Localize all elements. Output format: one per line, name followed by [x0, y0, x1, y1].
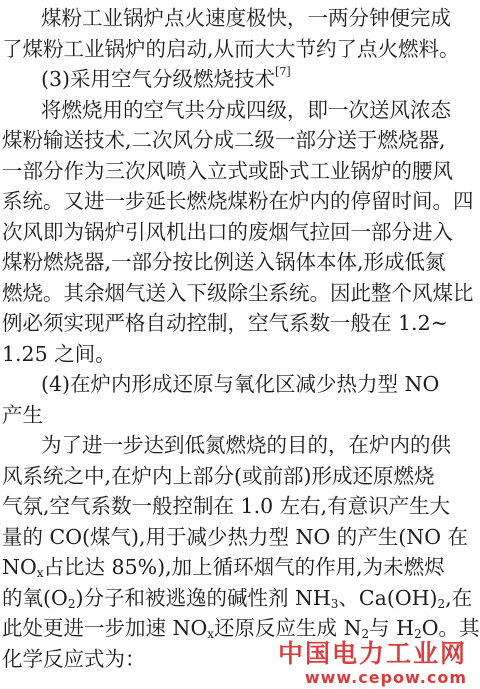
watermark-url: www.cepow.com — [304, 668, 467, 687]
text-line: 风系统之中,在炉内上部分(或前部)形成还原燃烧 — [2, 464, 435, 488]
text-line: 一部分作为三次风喷入立式或卧式工业锅炉的腰风 — [2, 159, 453, 183]
text-line: 煤粉工业锅炉点火速度极快，一两分钟便完成 — [41, 6, 451, 30]
text-line: 此处更进一步加速 $NO_x$还原反应生成 $N_2$与 $H_2O$。其 — [2, 616, 480, 641]
text-line: $NO_x$占比达 85%),加上循环烟气的作用,为未燃烬 — [2, 555, 445, 580]
text-line: 的氧$(O_2)$分子和被逃逸的碱性剂 $NH_3$、$Ca(OH)_2$,在 — [2, 586, 473, 611]
text-line: 为了进一步达到低氮燃烧的目的，在炉内的供 — [41, 433, 451, 457]
text-line: 系统。又进一步延长燃烧煤粉在炉内的停留时间。四 — [2, 189, 474, 213]
section-heading-3: (3)采用空气分级燃烧技术[7] — [41, 65, 291, 91]
text-line: 量的 CO(煤气),用于减少热力型 NO 的产生(NO 在 — [2, 525, 469, 549]
citation-ref: [7] — [275, 65, 291, 78]
section-heading-4: (4)在炉内形成还原与氧化区减少热力型 NO — [41, 372, 440, 396]
watermark-title: 中国电力工业网 — [277, 639, 467, 668]
section-heading-4-cont: 产生 — [2, 403, 43, 427]
text-line: 化学反应式为： — [2, 647, 146, 671]
text-line: 了煤粉工业锅炉的启动,从而大大节约了点火燃料。 — [2, 37, 460, 61]
text-line: 煤粉输送技术,二次风分成二级一部分送于燃烧器, — [2, 128, 446, 152]
text-line: 将燃烧用的空气共分成四级，即一次送风浓态 — [41, 98, 451, 122]
text-line: 1.25 之间。 — [2, 342, 116, 366]
text-line: 燃烧。其余烟气送入下级除尘系统。因此整个风煤比 — [2, 281, 474, 305]
text-line: 煤粉燃烧器,一部分按比例送入锅体本体,形成低氮 — [2, 250, 446, 274]
text-line: 气氛,空气系数一般控制在 1.0 左右,有意识产生大 — [2, 494, 451, 518]
text-line: 次风即为锅炉引风机出口的废烟气拉回一部分进入 — [2, 220, 453, 244]
text-line: 例必须实现严格自动控制，空气系数一般在 1.2~ — [2, 311, 448, 335]
